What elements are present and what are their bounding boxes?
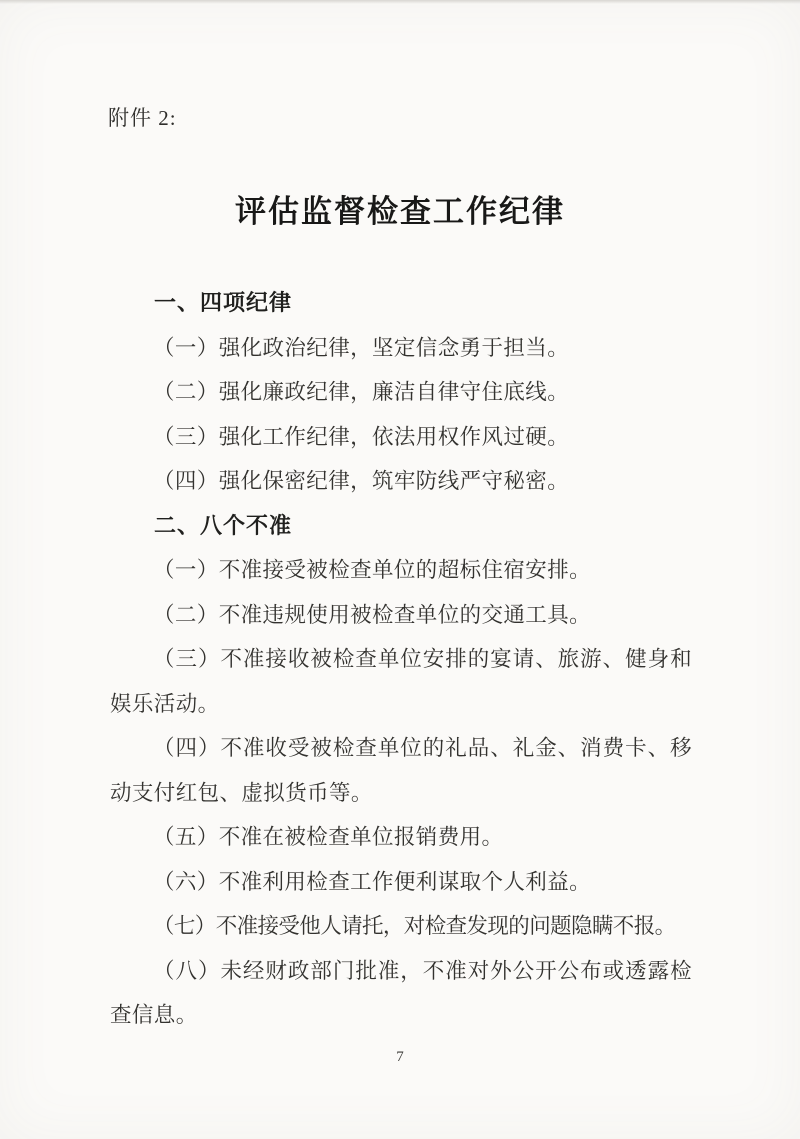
page-number: 7: [396, 1049, 404, 1065]
scan-edge: [0, 0, 800, 4]
discipline-item: （三）强化工作纪律，依法用权作风过硬。: [153, 424, 570, 449]
discipline-item: （一）强化政治纪律，坚定信念勇于担当。: [153, 335, 570, 360]
section-heading-eight-prohibitions: 二、八个不准: [154, 512, 293, 538]
attachment-label: 附件 2:: [108, 106, 177, 130]
discipline-item: （四）强化保密纪律，筑牢防线严守秘密。: [153, 469, 570, 493]
discipline-item: （二）强化廉政纪律，廉洁自律守住底线。: [153, 380, 570, 404]
prohibition-item: （五）不准在被检查单位报销费用。: [153, 825, 504, 849]
section-heading-four-disciplines: 一、四项纪律: [154, 290, 293, 315]
prohibition-item: （八）未经财政部门批准，不准对外公开公布或透露检查信息。: [110, 958, 692, 1027]
prohibition-item: （一）不准接受被检查单位的超标住宿安排。: [153, 558, 592, 582]
document-body: [110, 281, 692, 1038]
prohibition-item: （六）不准利用检查工作便利谋取个人利益。: [153, 869, 592, 894]
prohibition-item: （三）不准接收被检查单位安排的宴请、旅游、健身和娱乐活动。: [110, 647, 692, 716]
prohibition-item: （七）不准接受他人请托，对检查发现的问题隐瞒不报。: [153, 914, 676, 938]
prohibition-item: （二）不准违规使用被检查单位的交通工具。: [153, 602, 592, 627]
prohibition-item: （四）不准收受被检查单位的礼品、礼金、消费卡、移动支付红包、虚拟货币等。: [110, 736, 692, 805]
document-title: 评估监督检查工作纪律: [235, 194, 565, 229]
